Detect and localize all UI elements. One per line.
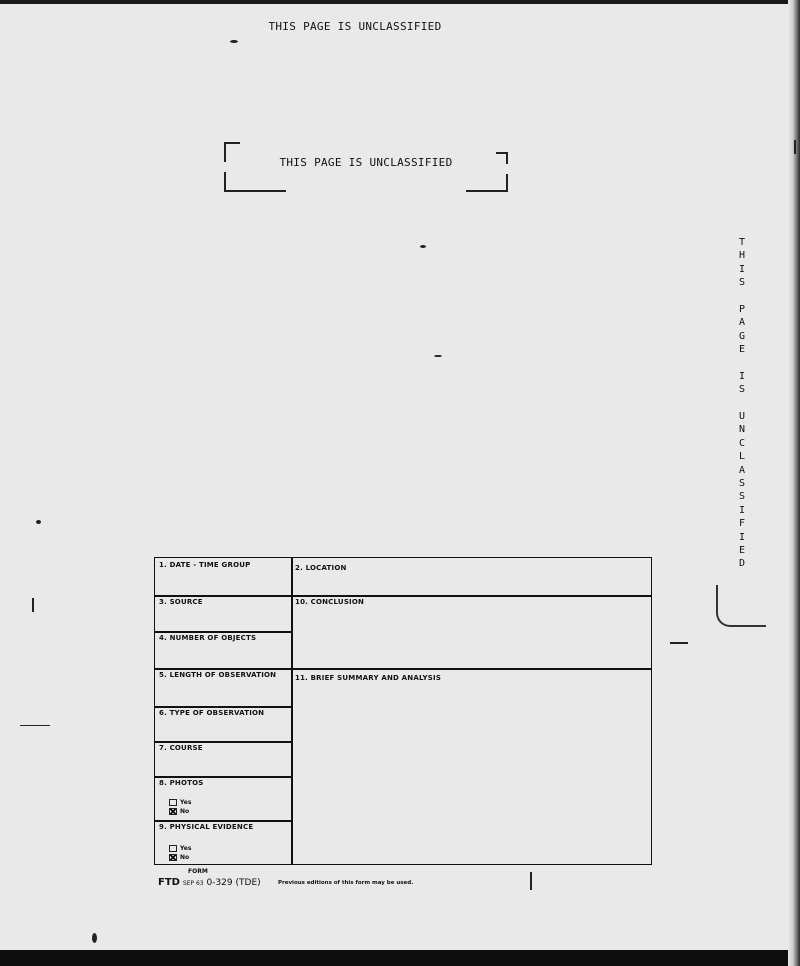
form-word: FORM [188, 868, 208, 875]
previous-editions-note: Previous editions of this form may be used. [278, 880, 414, 886]
classification-bracket-box [224, 142, 508, 192]
form-number: 0-329 [206, 878, 233, 888]
side-banner-letter: I [738, 531, 746, 543]
side-banner-letter: E [738, 344, 746, 356]
course-cell [155, 741, 291, 776]
side-classification-banner [733, 236, 751, 571]
side-banner-letter: N [738, 424, 746, 436]
scan-speck [230, 40, 238, 43]
side-banner-letter: T [738, 237, 746, 248]
number-of-objects-cell [155, 631, 291, 668]
scan-speck [36, 520, 41, 524]
side-banner-letter: I [738, 370, 746, 382]
type-of-observation-cell [155, 706, 291, 741]
photos-label: 8. PHOTOS [159, 779, 204, 787]
summary-analysis-cell [291, 668, 651, 864]
conclusion-cell [291, 595, 651, 668]
side-banner-letter: G [738, 330, 746, 342]
side-banner-letter: P [738, 303, 746, 315]
side-banner-letter: A [738, 317, 746, 329]
side-banner-letter: E [738, 544, 746, 556]
photos-yes-label: Yes [180, 799, 192, 806]
scan-edge-top [0, 0, 800, 4]
side-bracket-mark [716, 585, 766, 627]
length-of-observation-cell [155, 668, 291, 706]
scan-speck [670, 642, 688, 644]
evidence-no-label: No [180, 854, 190, 861]
side-banner-letter: S [738, 277, 746, 289]
side-banner-gap [733, 397, 751, 410]
scan-edge-bottom [0, 950, 800, 966]
location-cell [291, 558, 651, 595]
scan-speck [420, 245, 426, 248]
type-of-observation-label: 6. TYPE OF OBSERVATION [159, 709, 265, 717]
scan-speck [794, 140, 796, 154]
date-time-group-cell [155, 558, 291, 595]
location-label: 2. LOCATION [295, 564, 347, 572]
source-cell [155, 595, 291, 631]
photos-yes-checkbox[interactable] [169, 799, 177, 806]
length-of-observation-label: 5. LENGTH OF OBSERVATION [159, 671, 277, 679]
scan-speck [530, 872, 532, 890]
side-banner-gap [733, 290, 751, 303]
scan-speck [20, 725, 50, 726]
side-banner-letter: S [738, 491, 746, 503]
side-banner-letter: D [738, 558, 746, 570]
ftd-label: FTD [158, 877, 180, 888]
side-banner-gap [733, 357, 751, 370]
side-banner-letter: I [738, 504, 746, 516]
side-banner-letter: U [738, 411, 746, 423]
source-label: 3. SOURCE [159, 598, 203, 606]
date-time-group-label: 1. DATE - TIME GROUP [159, 561, 251, 569]
evidence-no-checkbox[interactable] [169, 854, 177, 861]
evidence-yes-checkbox[interactable] [169, 845, 177, 852]
physical-evidence-label: 9. PHYSICAL EVIDENCE [159, 823, 254, 831]
side-banner-letter: C [738, 437, 746, 449]
number-of-objects-label: 4. NUMBER OF OBJECTS [159, 634, 257, 642]
form-identifier [158, 877, 261, 888]
form-tde: (TDE) [235, 878, 261, 888]
side-banner-letter: H [738, 250, 746, 262]
side-banner-letter: A [738, 464, 746, 476]
summary-analysis-label: 11. BRIEF SUMMARY AND ANALYSIS [295, 674, 442, 682]
side-banner-letter: F [738, 518, 746, 530]
top-classification-banner: THIS PAGE IS UNCLASSIFIED [268, 20, 442, 33]
physical-evidence-cell [155, 820, 291, 864]
course-label: 7. COURSE [159, 744, 203, 752]
photos-cell [155, 776, 291, 820]
scan-speck [92, 933, 97, 943]
conclusion-label: 10. CONCLUSION [295, 598, 365, 606]
bracket-classification-text: THIS PAGE IS UNCLASSIFIED [279, 156, 453, 169]
side-banner-letter: S [738, 384, 746, 396]
form-date: SEP 63 [182, 880, 204, 887]
record-card-form [154, 557, 652, 865]
scan-speck [32, 598, 34, 612]
evidence-yes-label: Yes [180, 845, 192, 852]
scan-speck [434, 355, 442, 357]
side-banner-letter: S [738, 478, 746, 490]
photos-no-checkbox[interactable] [169, 808, 177, 815]
photos-no-label: No [180, 808, 190, 815]
side-banner-letter: I [738, 263, 746, 275]
side-banner-letter: L [738, 451, 746, 463]
